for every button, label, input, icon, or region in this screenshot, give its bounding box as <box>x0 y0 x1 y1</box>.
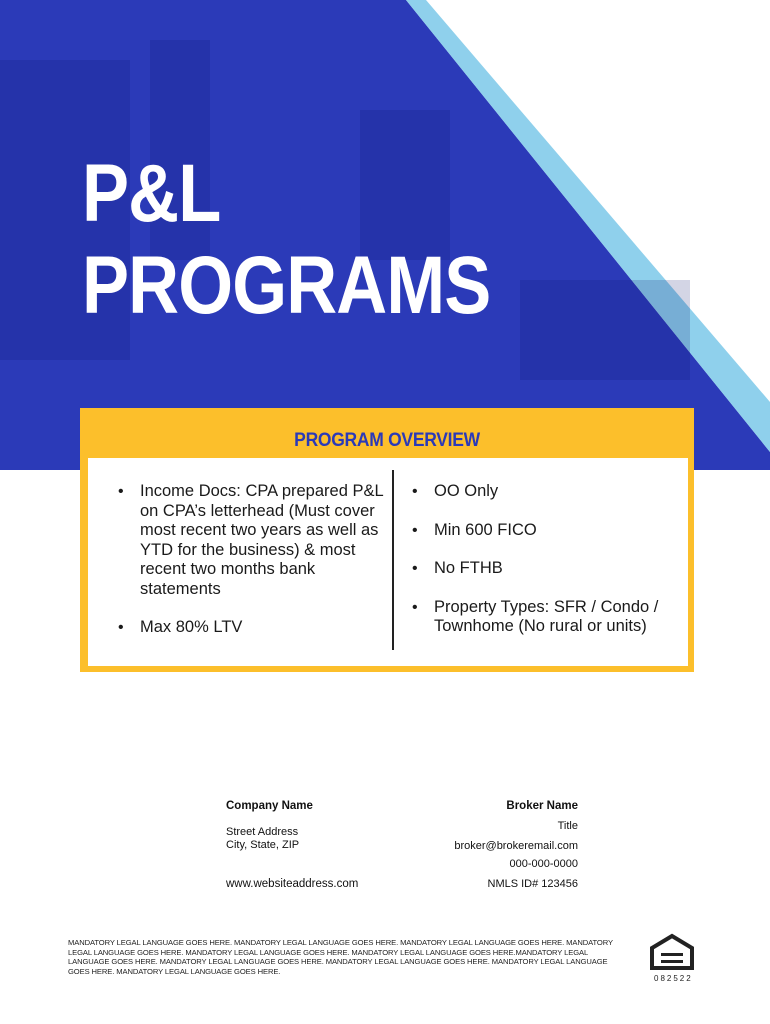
broker-nmls: NMLS ID# 123456 <box>487 878 578 890</box>
company-city: City, State, ZIP <box>226 839 300 851</box>
overview-left-list <box>118 482 388 657</box>
document-code: 082522 <box>654 974 693 983</box>
page-title <box>82 148 490 332</box>
program-overview-box <box>88 458 688 666</box>
broker-email-link[interactable]: broker@brokeremail.com <box>454 840 578 852</box>
broker-name: Broker Name <box>506 800 578 812</box>
broker-phone: 000-000-0000 <box>509 858 578 870</box>
legal-disclaimer: MANDATORY LEGAL LANGUAGE GOES HERE. MANDATORY LEGAL LANGUAGE GOES HERE. MANDATORY LEGAL LANGUAGE GOES HERE. MANDATORY LEGAL LANGUAGE GOES HERE. MANDATORY LEGAL LANGUAGE GOES HERE. MANDATORY LEGAL LANGUAGE GOES HERE.MANDATORY LEGAL LANGUAGE GOES HERE. MANDATORY LEGAL LANGUAGE GOES HERE. MANDATORY LEGAL LANGUAGE GOES HERE. MANDATORY LEGAL LANGUAGE GOES HERE. MANDATORY LEGAL LANGUAGE GOES HERE. <box>68 938 613 976</box>
list-item: • Min 600 FICO <box>412 521 682 541</box>
company-street: Street Address <box>226 826 299 838</box>
list-item: • Max 80% LTV <box>118 618 388 638</box>
overview-right-list <box>412 482 682 656</box>
title-line-1: P&L <box>82 148 221 239</box>
company-website-link[interactable]: www.websiteaddress.com <box>226 878 359 890</box>
list-item: • Property Types: SFR / Condo / Townhome (No rural or units) <box>412 598 682 637</box>
company-name: Company Name <box>226 800 313 812</box>
broker-title: Title <box>557 820 578 832</box>
program-overview-panel <box>80 408 694 672</box>
list-item: • OO Only <box>412 482 682 502</box>
title-line-2: PROGRAMS <box>82 240 491 331</box>
column-divider <box>392 470 394 650</box>
list-item: • No FTHB <box>412 559 682 579</box>
list-item: • Income Docs: CPA prepared P&L on CPA’s letterhead (Must cover most recent two years as well as YTD for the business) & most recent two months bank statements <box>118 482 388 599</box>
program-overview-heading: PROGRAM OVERVIEW <box>294 430 480 451</box>
